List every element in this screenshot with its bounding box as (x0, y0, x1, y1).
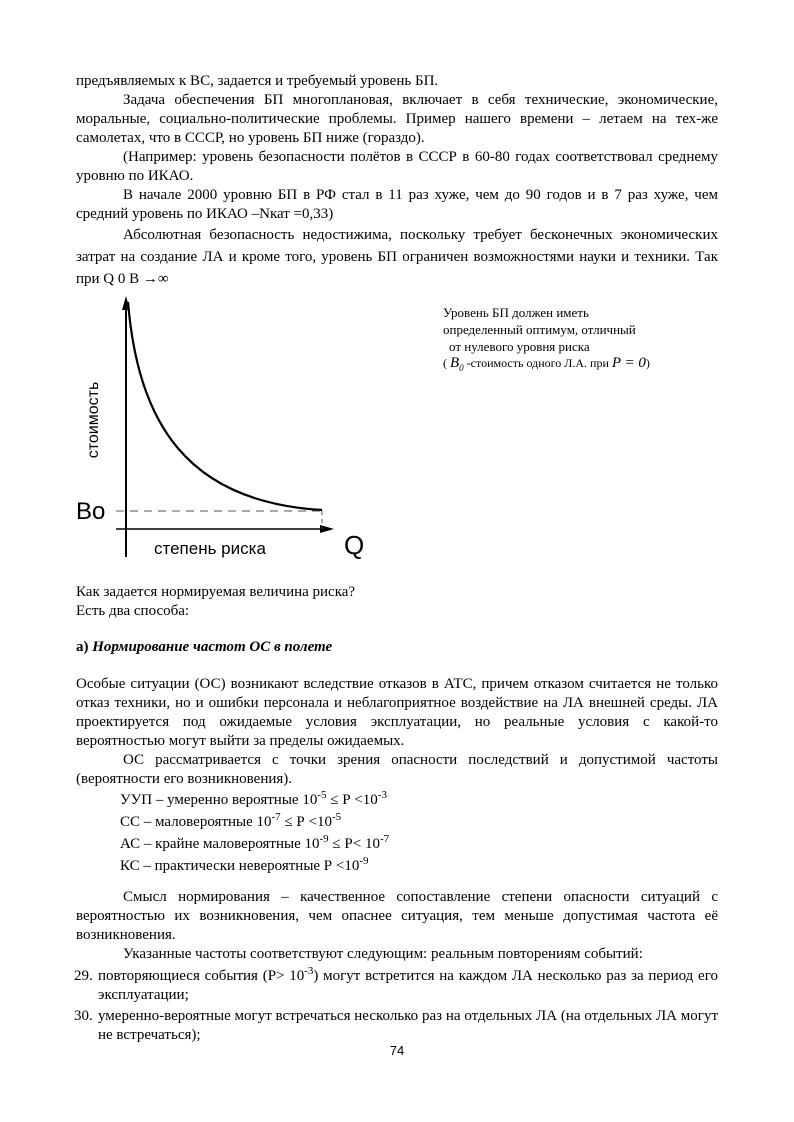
item-text: умеренно-вероятные могут встречаться несколько раз на отдельных ЛА (на отдельных ЛА могут не встречаться); (98, 1008, 718, 1043)
questions (76, 583, 718, 621)
paragraph: Указанные частоты соответствуют следующим: реальным повторениям событий: (123, 946, 643, 962)
figure-note (443, 304, 650, 377)
cost-risk-figure (76, 292, 718, 567)
top-text (76, 72, 718, 290)
list-item (120, 855, 718, 877)
question-line: Как задается нормируемая величина риска? (76, 584, 356, 600)
note-line (443, 355, 650, 377)
b0-letter: B (450, 355, 460, 371)
note-line: от нулевого уровня риска (449, 339, 590, 354)
note-line: определенный оптимум, отличный (443, 322, 636, 337)
list-text: ≤ Р <10 (326, 792, 378, 808)
b0-symbol (450, 355, 464, 371)
exponent: -7 (271, 811, 281, 823)
section-body (76, 675, 718, 877)
exponent: -5 (331, 811, 342, 823)
y-axis-label: стоимость (85, 381, 102, 459)
numbered-item (74, 1007, 718, 1045)
list-text: СС – маловероятные 10 (120, 814, 272, 830)
item-number: 30. (74, 1008, 93, 1024)
paragraph-text: Абсолютная безопасность недостижима, поскольку требует бесконечных экономических затрат на создание ЛА и кроме того, уровень БП ограничен возможностями науки и техники. Так при Q 0 B (76, 227, 718, 287)
exponent: -7 (379, 833, 390, 845)
list-text: ≤ Р< 10 (328, 836, 380, 852)
q-axis-label: Q (344, 530, 365, 560)
item-text: ) могут встретится на каждом ЛА несколько раз за период его эксплуатации; (98, 968, 718, 1003)
list-item (120, 833, 718, 855)
cost-risk-chart (76, 292, 436, 567)
list-text: ≤ Р <10 (280, 814, 332, 830)
exponent: -9 (319, 833, 329, 845)
section-heading (76, 639, 332, 656)
probability-list (120, 789, 718, 877)
note-paren: ( (443, 356, 447, 370)
b0-subscript: 0 (459, 363, 464, 373)
list-text: КС – практически невероятные Р <10 (120, 858, 360, 874)
section-prefix: а) (76, 639, 89, 655)
list-item (120, 811, 718, 833)
section-body-continued (76, 888, 718, 1045)
exponent: -5 (317, 789, 327, 801)
page-number: 74 (389, 1043, 405, 1058)
paragraph: В начале 2000 уровню БП в РФ стал в 11 раз хуже, чем до 90 годов и в 7 раз хуже, чем средний уровень по ИКАО –Nкат =0,33) (76, 187, 718, 222)
list-item (120, 789, 718, 811)
paragraph (76, 224, 718, 290)
x-axis-label: степень риска (154, 539, 266, 558)
list-text: АС – крайне маловероятные 10 (120, 836, 320, 852)
cost-curve (128, 302, 322, 510)
paragraph: (Например: уровень безопасности полётов в СССР в 60-80 годах соответствовал среднему уровню по ИКАО. (76, 149, 718, 184)
note-line: Уровень БП должен иметь (443, 305, 589, 320)
paragraph: предъявляемых к ВС, задается и требуемый уровень БП. (76, 73, 439, 89)
item-text: повторяющиеся события (Р> 10 (98, 968, 305, 984)
question-line: Есть два способа: (76, 603, 190, 619)
section-title: Нормирование частот ОС в полете (92, 639, 333, 655)
arrow-infinity-icon: →∞ (139, 271, 169, 287)
paragraph: Задача обеспечения БП многоплановая, включает в себя технические, экономические, моральные, социально-политические проблемы. Пример нашего времени – летаем на тех-же самолетах, что в СССР, но уровень БП ниже (гораздо). (76, 92, 718, 146)
paragraph: Особые ситуации (ОС) возникают вследствие отказов в АТС, причем отказом считается не только отказ техники, но и ошибки персонала и неблагоприятное воздействие на ЛА внешней среды. ЛА проектируется под ожидаемые условия эксплуатации, но реальные условия с какой-то вероятностью могут выйти за пределы ожидаемых. (76, 676, 718, 749)
paragraph: ОС рассматривается с точки зрения опасности последствий и допустимой частоты (вероятности его возникновения). (76, 752, 718, 787)
note-text: -стоимость одного Л.А. при (463, 356, 612, 370)
list-text: УУП – умеренно вероятные 10 (120, 792, 318, 808)
b0-label: Bo (76, 498, 106, 525)
exponent: -3 (377, 789, 387, 801)
exponent: -3 (304, 965, 314, 977)
note-paren: ) (645, 356, 650, 370)
item-number: 29. (74, 968, 93, 984)
p-formula: P = 0 (611, 355, 646, 371)
paragraph: Смысл нормирования – качественное сопоставление степени опасности ситуаций с вероятностью их возникновения, чем опаснее ситуация, тем меньше допустимая частота её возникновения. (76, 889, 718, 943)
exponent: -9 (359, 855, 369, 867)
numbered-item (74, 967, 718, 1005)
